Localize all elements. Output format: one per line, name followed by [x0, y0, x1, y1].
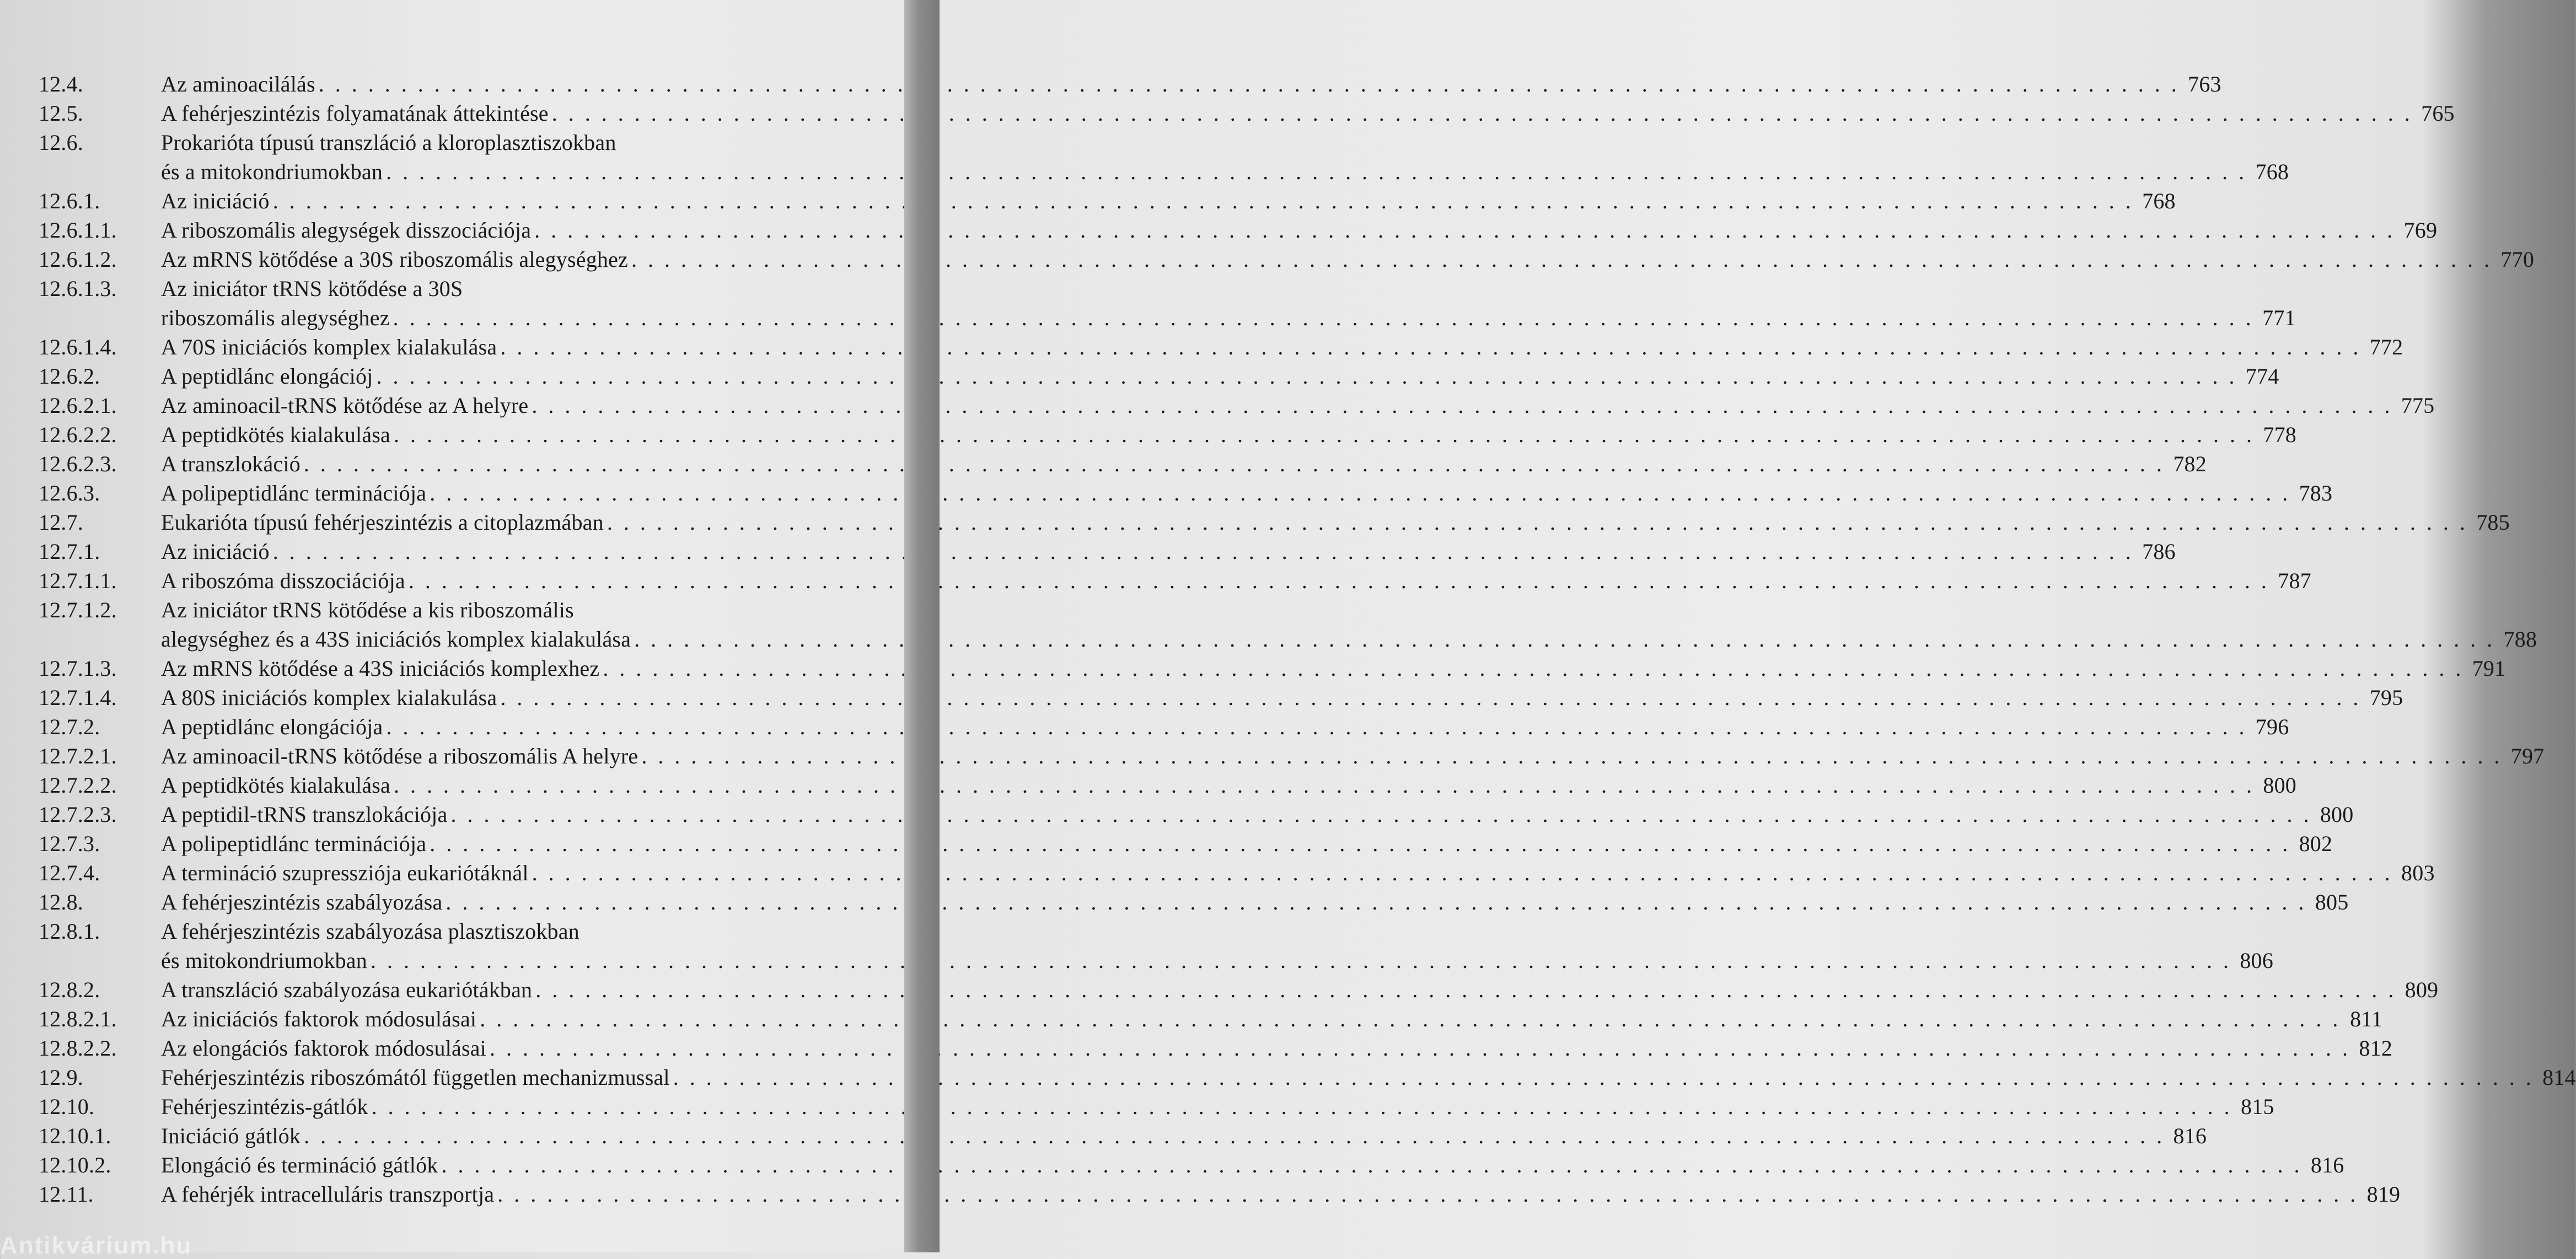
- section-title: és mitokondriumokban: [161, 948, 367, 973]
- toc-entry: [39, 1004, 2383, 1034]
- dot-leader: [319, 69, 2180, 99]
- section-title: A riboszomális alegységek disszociációja: [161, 218, 532, 243]
- page-number: 782: [2173, 451, 2207, 476]
- entry-body: [161, 1180, 2401, 1209]
- page-number: 763: [2188, 72, 2221, 96]
- page-number: 814: [2542, 1065, 2576, 1090]
- entry-body: [161, 1121, 2207, 1150]
- section-title: A polipeptidlánc terminációja: [161, 831, 427, 856]
- section-number: 12.7.1.1.: [39, 568, 117, 593]
- page-number: 768: [2255, 159, 2289, 184]
- dot-leader: [532, 858, 2393, 887]
- section-title: A fehérjeszintézis szabályozása plasztiszokban: [161, 919, 579, 944]
- toc-entry: [39, 69, 2221, 99]
- watermark: Antikvárium.hu: [0, 1232, 192, 1259]
- toc-entry: [39, 449, 2207, 478]
- section-number: 12.8.: [39, 890, 83, 914]
- entry-body: [161, 566, 2311, 595]
- dot-leader: [304, 449, 2165, 478]
- entry-line: [161, 157, 2289, 186]
- entry-body: [161, 332, 2403, 362]
- page-number: 819: [2366, 1182, 2401, 1207]
- page-number: 802: [2299, 831, 2333, 856]
- section-title: Az iniciátor tRNS kötődése a kis riboszomális: [161, 598, 574, 622]
- section-title: Az aminoacil-tRNS kötődése a riboszomális A helyre: [161, 744, 638, 768]
- entry-line: [161, 1121, 2207, 1150]
- section-title: Prokarióta típusú transzláció a kloroplasztiszokban: [161, 130, 616, 155]
- entry-line: [161, 478, 2333, 508]
- entry-line: [161, 858, 2435, 887]
- section-title: A peptidkötés kialakulása: [161, 422, 391, 447]
- entry-body: [161, 712, 2289, 741]
- toc-entry: [39, 99, 2455, 128]
- section-title: Elongáció és termináció gátlók: [161, 1153, 438, 1177]
- page-number: 797: [2510, 744, 2545, 768]
- section-number: 12.6.1.2.: [39, 247, 117, 272]
- toc-entry: [39, 508, 2510, 537]
- page-number: 805: [2315, 890, 2349, 914]
- entry-line: [161, 1063, 2576, 1092]
- entry-line: [161, 508, 2510, 537]
- entry-line: [161, 332, 2403, 362]
- section-number: 12.6.1.4.: [39, 335, 117, 359]
- section-number: 12.6.1.3.: [39, 276, 117, 301]
- section-number: 12.7.1.4.: [39, 685, 117, 710]
- entry-body: [161, 508, 2510, 537]
- entry-body: [161, 128, 2289, 186]
- page-number: 783: [2299, 481, 2333, 505]
- toc-entry: [39, 245, 2535, 274]
- dot-leader: [372, 1092, 2232, 1121]
- section-title: A polipeptidlánc terminációja: [161, 481, 427, 505]
- entry-body: [161, 69, 2221, 99]
- section-number: 12.6.: [39, 130, 83, 155]
- entry-body: [161, 595, 2537, 654]
- section-number: 12.7.3.: [39, 831, 100, 856]
- section-number: 12.7.1.: [39, 539, 100, 564]
- dot-leader: [534, 216, 2395, 245]
- entry-line: [161, 946, 2273, 975]
- section-number: 12.6.2.3.: [39, 451, 117, 476]
- page-number: 809: [2405, 977, 2439, 1002]
- toc-entry: [39, 1121, 2207, 1150]
- section-title: A transzlokáció: [161, 451, 300, 476]
- dot-leader: [552, 99, 2413, 128]
- section-title: Az iniciáció: [161, 539, 270, 564]
- entry-body: [161, 858, 2435, 887]
- entry-line: [161, 595, 794, 625]
- section-number: 12.6.2.2.: [39, 422, 117, 447]
- entry-line: [161, 887, 2349, 917]
- section-title: A transzláció szabályozása eukariótákban: [161, 977, 533, 1002]
- toc-entry: [39, 566, 2311, 595]
- page-number: 795: [2369, 685, 2403, 710]
- section-title: Az mRNS kötődése a 43S iniciációs komplexhez: [161, 656, 600, 681]
- page-number: 785: [2476, 510, 2510, 535]
- section-title: Az iniciációs faktorok módosulásai: [161, 1007, 477, 1031]
- page-number: 816: [2173, 1123, 2207, 1148]
- page-number: 778: [2263, 422, 2297, 447]
- entry-line: [161, 303, 2296, 332]
- entry-body: [161, 800, 2354, 829]
- section-number: 12.11.: [39, 1182, 94, 1207]
- section-title: riboszomális alegységhez: [161, 305, 390, 330]
- page-number: 768: [2142, 189, 2176, 213]
- page-number: 787: [2278, 568, 2311, 593]
- entry-line: [161, 362, 2279, 391]
- section-number: 12.8.2.1.: [39, 1007, 117, 1031]
- toc-entry: [39, 712, 2289, 741]
- section-title: Az elongációs faktorok módosulásai: [161, 1036, 486, 1061]
- entry-line: [161, 654, 2506, 683]
- page-number: 775: [2401, 393, 2435, 418]
- dot-leader: [450, 800, 2311, 829]
- section-title: A fehérjeszintézis folyamatának áttekintése: [161, 101, 549, 126]
- section-number: 12.8.2.: [39, 977, 100, 1002]
- dot-leader: [386, 157, 2247, 186]
- dot-leader: [394, 771, 2255, 800]
- section-number: 12.10.2.: [39, 1153, 111, 1177]
- section-title: A peptidil-tRNS transzlokációja: [161, 802, 448, 827]
- entry-line: [161, 216, 2438, 245]
- toc-entry: [39, 332, 2403, 362]
- page-number: 771: [2262, 305, 2296, 330]
- section-title: A termináció szupressziója eukariótáknál: [161, 860, 529, 885]
- entry-line: [161, 1034, 2392, 1063]
- toc-entry: [39, 1092, 2274, 1121]
- dot-leader: [393, 303, 2254, 332]
- section-number: 12.6.1.: [39, 189, 100, 213]
- dot-leader: [430, 829, 2290, 858]
- page-number: 769: [2403, 218, 2438, 243]
- section-number: 12.10.1.: [39, 1123, 111, 1148]
- entry-line: [161, 683, 2403, 712]
- dot-leader: [442, 1150, 2303, 1180]
- entry-line: [161, 975, 2439, 1004]
- dot-leader: [500, 683, 2361, 712]
- dot-leader: [535, 975, 2396, 1004]
- entry-line: [161, 829, 2333, 858]
- entry-body: [161, 975, 2439, 1004]
- entry-body: [161, 391, 2435, 420]
- section-title: és a mitokondriumokban: [161, 159, 383, 184]
- section-number: 12.6.2.1.: [39, 393, 117, 418]
- entry-body: [161, 449, 2207, 478]
- toc-entry: [39, 741, 2545, 771]
- entry-line: [161, 420, 2297, 449]
- entry-line: [161, 712, 2289, 741]
- page-number: 772: [2369, 335, 2403, 359]
- toc-entry: [39, 829, 2333, 858]
- toc-entry: [39, 654, 2506, 683]
- page-number: 800: [2320, 802, 2354, 827]
- section-number: 12.7.2.: [39, 714, 100, 739]
- section-number: 12.8.2.2.: [39, 1036, 117, 1061]
- section-number: 12.8.1.: [39, 919, 100, 944]
- entry-body: [161, 887, 2349, 917]
- entry-line: [161, 128, 794, 157]
- toc-entry: [39, 478, 2333, 508]
- section-title: Fehérjeszintézis-gátlók: [161, 1094, 368, 1119]
- toc-entry: [39, 128, 2289, 186]
- entry-body: [161, 99, 2455, 128]
- page-number: 774: [2245, 364, 2279, 389]
- page-number: 812: [2359, 1036, 2392, 1061]
- entry-line: [161, 274, 794, 303]
- section-title: A riboszóma disszociációja: [161, 568, 405, 593]
- toc-entry: [39, 186, 2176, 216]
- entry-line: [161, 537, 2176, 566]
- section-number: 12.7.2.2.: [39, 773, 117, 798]
- entry-body: [161, 478, 2333, 508]
- entry-line: [161, 1150, 2344, 1180]
- page-number: 803: [2401, 860, 2435, 885]
- entry-body: [161, 917, 2273, 975]
- section-title: A fehérjék intracelluláris transzportja: [161, 1182, 495, 1207]
- toc-entry: [39, 537, 2176, 566]
- section-number: 12.7.1.3.: [39, 656, 117, 681]
- dot-leader: [497, 1180, 2358, 1209]
- entry-body: [161, 1034, 2392, 1063]
- dot-leader: [607, 508, 2468, 537]
- table-of-contents: [39, 69, 2576, 1209]
- dot-leader: [371, 946, 2231, 975]
- entry-line: [161, 1004, 2383, 1034]
- dot-leader: [603, 654, 2464, 683]
- dot-leader: [500, 332, 2361, 362]
- section-title: Az aminoacilálás: [161, 72, 315, 96]
- page-number: 796: [2255, 714, 2289, 739]
- dot-leader: [394, 420, 2255, 449]
- section-number: 12.10.: [39, 1094, 95, 1119]
- dot-leader: [273, 537, 2134, 566]
- dot-leader: [386, 712, 2247, 741]
- dot-leader: [446, 887, 2306, 917]
- section-title: Az mRNS kötődése a 30S riboszomális alegységhez: [161, 247, 629, 272]
- entry-line: [161, 1180, 2401, 1209]
- entry-line: [161, 99, 2455, 128]
- page-number: 811: [2350, 1007, 2383, 1031]
- section-title: A peptidlánc elongációj: [161, 364, 373, 389]
- section-title: alegységhez és a 43S iniciációs komplex kialakulása: [161, 627, 631, 652]
- entry-line: [161, 800, 2354, 829]
- section-title: Az iniciáció: [161, 189, 270, 213]
- entry-body: [161, 654, 2506, 683]
- entry-body: [161, 274, 2296, 332]
- toc-entry: [39, 858, 2435, 887]
- dot-leader: [430, 478, 2290, 508]
- entry-body: [161, 829, 2333, 858]
- page-number: 770: [2500, 247, 2535, 272]
- section-title: A 70S iniciációs komplex kialakulása: [161, 335, 497, 359]
- section-number: 12.5.: [39, 101, 83, 126]
- page-number: 765: [2421, 101, 2455, 126]
- toc-entry: [39, 975, 2439, 1004]
- section-title: A 80S iniciációs komplex kialakulása: [161, 685, 497, 710]
- section-number: 12.7.2.3.: [39, 802, 117, 827]
- entry-line: [161, 566, 2311, 595]
- entry-body: [161, 1092, 2274, 1121]
- dot-leader: [304, 1121, 2165, 1150]
- entry-body: [161, 1004, 2383, 1034]
- entry-line: [161, 625, 2537, 654]
- section-title: Az aminoacil-tRNS kötődése az A helyre: [161, 393, 529, 418]
- page-number: 806: [2240, 948, 2273, 973]
- entry-line: [161, 771, 2297, 800]
- book-gutter-shadow: [904, 0, 940, 1252]
- toc-entry: [39, 595, 2537, 654]
- entry-line: [161, 245, 2535, 274]
- toc-entry: [39, 216, 2438, 245]
- toc-entry: [39, 420, 2297, 449]
- entry-line: [161, 449, 2207, 478]
- section-number: 12.7.4.: [39, 860, 100, 885]
- toc-entry: [39, 771, 2297, 800]
- toc-entry: [39, 800, 2354, 829]
- entry-body: [161, 420, 2297, 449]
- toc-entry: [39, 1150, 2344, 1180]
- entry-line: [161, 1092, 2274, 1121]
- dot-leader: [532, 391, 2392, 420]
- section-title: Eukarióta típusú fehérjeszintézis a citoplazmában: [161, 510, 604, 535]
- page-number: 788: [2503, 627, 2537, 652]
- entry-body: [161, 216, 2438, 245]
- section-number: 12.7.2.1.: [39, 744, 117, 768]
- section-number: 12.7.1.2.: [39, 598, 117, 622]
- section-number: 12.6.1.1.: [39, 218, 117, 243]
- page-number: 791: [2472, 656, 2506, 681]
- section-title: A peptidlánc elongációja: [161, 714, 383, 739]
- dot-leader: [490, 1034, 2350, 1063]
- section-title: Iniciáció gátlók: [161, 1123, 301, 1148]
- entry-body: [161, 1150, 2344, 1180]
- entry-body: [161, 537, 2176, 566]
- toc-entry: [39, 1180, 2401, 1209]
- entry-body: [161, 1063, 2576, 1092]
- toc-entry: [39, 391, 2435, 420]
- entry-body: [161, 186, 2176, 216]
- entry-body: [161, 741, 2545, 771]
- toc-entry: [39, 1034, 2392, 1063]
- section-number: 12.6.2.: [39, 364, 100, 389]
- section-title: A peptidkötés kialakulása: [161, 773, 391, 798]
- entry-body: [161, 245, 2535, 274]
- entry-line: [161, 741, 2545, 771]
- dot-leader: [376, 362, 2237, 391]
- section-number: 12.6.3.: [39, 481, 100, 505]
- toc-entry: [39, 683, 2403, 712]
- entry-line: [161, 186, 2176, 216]
- entry-body: [161, 362, 2279, 391]
- entry-body: [161, 771, 2297, 800]
- section-number: 12.4.: [39, 72, 83, 96]
- toc-entry: [39, 887, 2349, 917]
- page-number: 815: [2240, 1094, 2274, 1119]
- section-number: 12.9.: [39, 1065, 83, 1090]
- section-number: 12.7.: [39, 510, 83, 535]
- entry-line: [161, 69, 2221, 99]
- page-number: 816: [2310, 1153, 2344, 1177]
- section-title: Az iniciátor tRNS kötődése a 30S: [161, 276, 463, 301]
- dot-leader: [273, 186, 2134, 216]
- entry-line: [161, 391, 2435, 420]
- toc-entry: [39, 274, 2296, 332]
- toc-entry: [39, 1063, 2576, 1092]
- entry-body: [161, 683, 2403, 712]
- dot-leader: [480, 1004, 2341, 1034]
- page-number: 800: [2263, 773, 2297, 798]
- toc-entry: [39, 362, 2279, 391]
- section-title: Fehérjeszintézis riboszómától független mechanizmussal: [161, 1065, 670, 1090]
- toc-entry: [39, 917, 2273, 975]
- dot-leader: [673, 1063, 2534, 1092]
- page-number: 786: [2142, 539, 2176, 564]
- section-title: A fehérjeszintézis szabályozása: [161, 890, 443, 914]
- dot-leader: [409, 566, 2269, 595]
- entry-line: [161, 917, 794, 946]
